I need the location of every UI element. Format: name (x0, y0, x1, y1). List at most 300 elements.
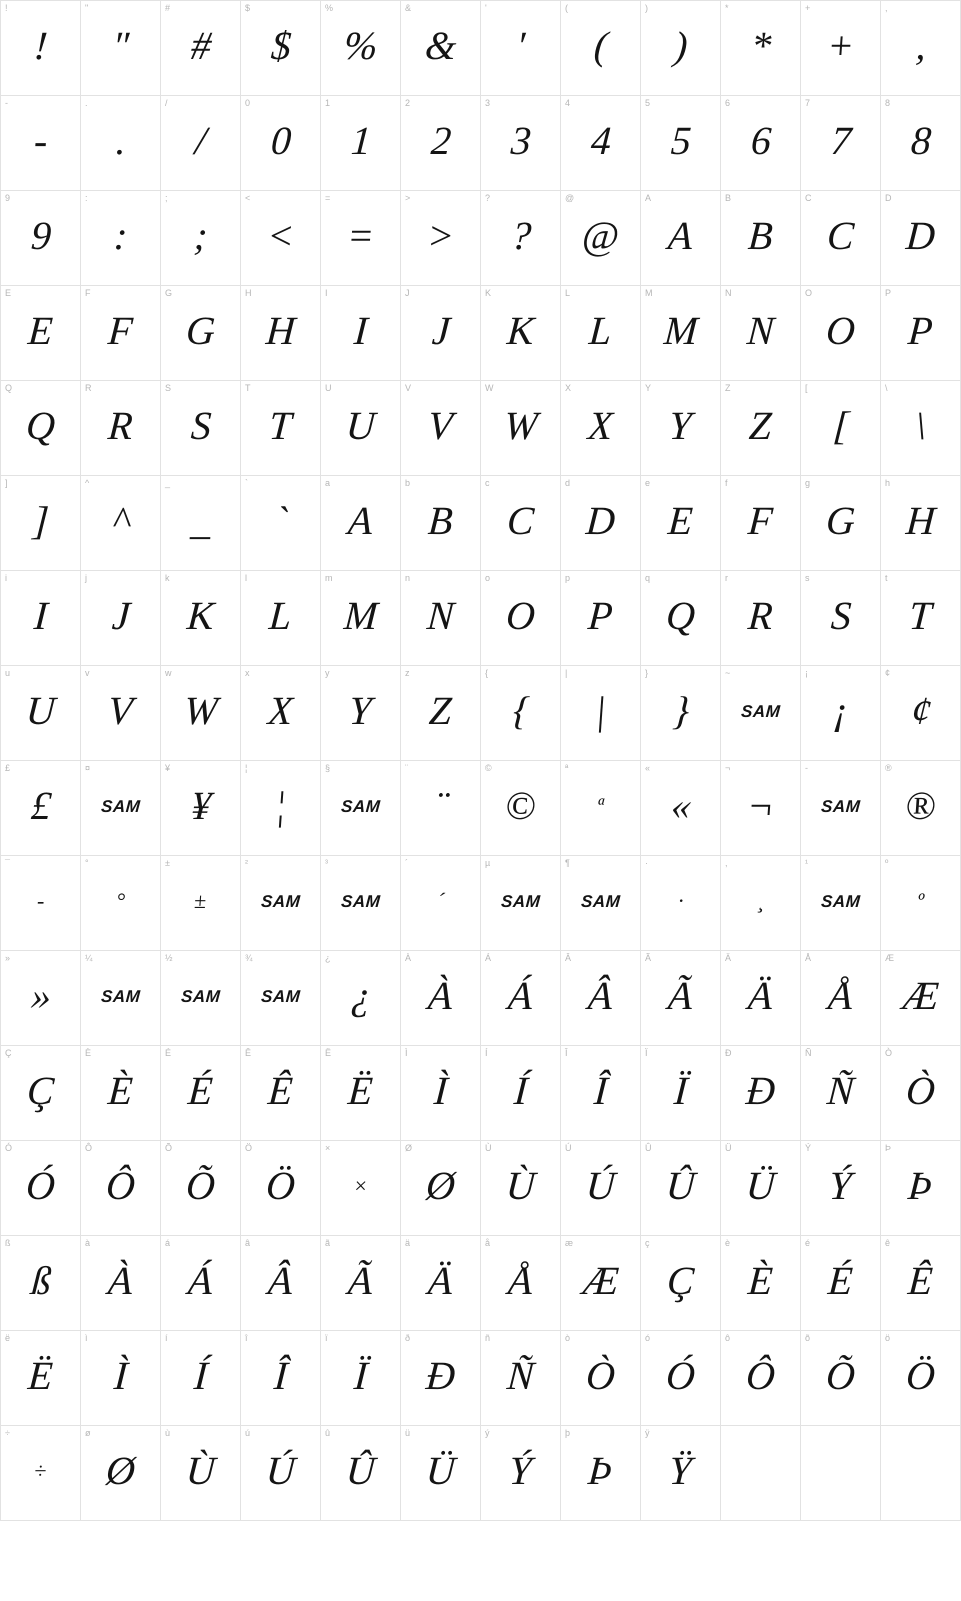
glyph-cell[interactable] (481, 571, 561, 666)
glyph-sample: ^ (110, 498, 131, 543)
glyph-sample: V (106, 688, 135, 733)
glyph-cell[interactable] (81, 1426, 161, 1521)
glyph-code-label: È (85, 1048, 92, 1058)
glyph-sample: Ê (266, 1068, 295, 1113)
glyph-cell[interactable] (721, 191, 801, 286)
glyph-sample: - (32, 118, 49, 163)
glyph-cell[interactable] (401, 761, 481, 856)
glyph-code-label: î (245, 1333, 248, 1343)
glyph-code-label: ì (85, 1333, 88, 1343)
glyph-cell[interactable] (321, 476, 401, 571)
glyph-code-label: 6 (725, 98, 731, 108)
glyph-cell[interactable] (881, 1331, 961, 1426)
glyph-cell[interactable] (801, 381, 881, 476)
glyph-cell[interactable] (481, 1141, 561, 1236)
glyph-cell[interactable] (401, 476, 481, 571)
glyph-cell[interactable] (1, 96, 81, 191)
glyph-sample: P (586, 593, 615, 638)
glyph-code-label: 7 (805, 98, 811, 108)
glyph-cell[interactable] (641, 856, 721, 951)
glyph-cell[interactable] (801, 1331, 881, 1426)
glyph-cell[interactable] (81, 1236, 161, 1331)
glyph-cell[interactable] (641, 96, 721, 191)
glyph-sample: Ö (264, 1163, 297, 1208)
glyph-sample: SAM (820, 891, 861, 911)
glyph-code-label: µ (485, 858, 491, 868)
glyph-cell[interactable] (561, 666, 641, 761)
glyph-sample: SAM (340, 796, 381, 816)
glyph-cell[interactable] (321, 571, 401, 666)
glyph-cell[interactable] (561, 476, 641, 571)
glyph-cell[interactable] (241, 856, 321, 951)
glyph-sample: R (106, 403, 135, 448)
glyph-sample: U (24, 688, 57, 733)
glyph-cell[interactable] (401, 96, 481, 191)
glyph-cell[interactable] (721, 1236, 801, 1331)
glyph-cell[interactable] (561, 1331, 641, 1426)
glyph-cell[interactable] (81, 856, 161, 951)
glyph-cell[interactable] (1, 1426, 81, 1521)
glyph-cell[interactable] (881, 571, 961, 666)
glyph-cell[interactable] (161, 476, 241, 571)
glyph-code-label: ð (405, 1333, 411, 1343)
glyph-cell[interactable] (241, 1046, 321, 1141)
glyph-sample: 9 (29, 213, 53, 258)
glyph-sample: Õ (824, 1353, 857, 1398)
glyph-cell[interactable] (161, 96, 241, 191)
glyph-cell[interactable] (641, 571, 721, 666)
glyph-cell[interactable] (561, 381, 641, 476)
glyph-sample: _ (189, 498, 213, 543)
glyph-cell[interactable] (641, 666, 721, 761)
glyph-cell[interactable] (801, 761, 881, 856)
glyph-code-label: k (165, 573, 170, 583)
glyph-cell[interactable] (401, 1236, 481, 1331)
glyph-cell[interactable] (481, 381, 561, 476)
glyph-cell[interactable] (321, 1426, 401, 1521)
glyph-code-label: ! (5, 3, 8, 13)
glyph-code-label: a (325, 478, 331, 488)
glyph-code-label: n (405, 573, 411, 583)
glyph-cell[interactable] (801, 571, 881, 666)
glyph-cell[interactable] (801, 856, 881, 951)
glyph-code-label: A (645, 193, 652, 203)
glyph-sample: É (826, 1258, 855, 1303)
glyph-cell[interactable] (321, 1236, 401, 1331)
glyph-cell[interactable] (641, 1331, 721, 1426)
glyph-cell[interactable] (1, 951, 81, 1046)
glyph-cell[interactable] (721, 1, 801, 96)
glyph-cell[interactable] (401, 666, 481, 761)
glyph-cell[interactable] (241, 1331, 321, 1426)
glyph-cell[interactable] (161, 191, 241, 286)
glyph-cell[interactable] (801, 1426, 881, 1521)
glyph-sample: A (666, 213, 695, 258)
glyph-sample: Ð (424, 1353, 457, 1398)
glyph-sample: 1 (349, 118, 373, 163)
glyph-cell[interactable] (161, 666, 241, 761)
glyph-cell[interactable] (401, 856, 481, 951)
glyph-code-label: Ï (645, 1048, 648, 1058)
glyph-cell[interactable] (881, 381, 961, 476)
glyph-cell[interactable] (1, 761, 81, 856)
glyph-cell[interactable] (1, 1141, 81, 1236)
glyph-cell[interactable] (241, 571, 321, 666)
glyph-cell[interactable] (801, 951, 881, 1046)
glyph-cell[interactable] (161, 571, 241, 666)
glyph-code-label: y (325, 668, 330, 678)
glyph-cell[interactable] (481, 1, 561, 96)
glyph-cell[interactable] (561, 951, 641, 1046)
glyph-code-label: å (485, 1238, 491, 1248)
glyph-sample: Þ (906, 1163, 935, 1208)
glyph-cell[interactable] (721, 1331, 801, 1426)
glyph-cell[interactable] (881, 1236, 961, 1331)
glyph-sample: = (345, 213, 376, 258)
glyph-code-label: & (405, 3, 412, 13)
glyph-cell[interactable] (241, 1236, 321, 1331)
glyph-cell[interactable] (721, 1046, 801, 1141)
glyph-cell[interactable] (481, 476, 561, 571)
glyph-cell[interactable] (801, 191, 881, 286)
glyph-cell[interactable] (161, 951, 241, 1046)
glyph-code-label: F (85, 288, 91, 298)
glyph-cell[interactable] (561, 191, 641, 286)
glyph-cell[interactable] (881, 951, 961, 1046)
glyph-cell[interactable] (401, 1141, 481, 1236)
glyph-cell[interactable] (721, 286, 801, 381)
glyph-code-label: % (325, 3, 334, 13)
glyph-cell[interactable] (1, 476, 81, 571)
glyph-sample: O (824, 308, 857, 353)
glyph-sample: Û (664, 1163, 697, 1208)
glyph-cell[interactable] (881, 666, 961, 761)
glyph-cell[interactable] (881, 761, 961, 856)
glyph-cell[interactable] (1, 856, 81, 951)
glyph-cell[interactable] (161, 1331, 241, 1426)
glyph-code-label: M (645, 288, 653, 298)
glyph-cell[interactable] (81, 1, 161, 96)
glyph-cell[interactable] (641, 1046, 721, 1141)
glyph-cell[interactable] (881, 96, 961, 191)
glyph-cell[interactable] (561, 1141, 641, 1236)
glyph-cell[interactable] (721, 666, 801, 761)
glyph-cell[interactable] (81, 286, 161, 381)
glyph-cell[interactable] (561, 856, 641, 951)
glyph-cell[interactable] (801, 1, 881, 96)
glyph-cell[interactable] (481, 761, 561, 856)
glyph-cell[interactable] (1, 381, 81, 476)
glyph-cell[interactable] (1, 571, 81, 666)
glyph-cell[interactable] (641, 191, 721, 286)
glyph-cell[interactable] (481, 191, 561, 286)
glyph-cell[interactable] (81, 666, 161, 761)
glyph-cell[interactable] (801, 1236, 881, 1331)
glyph-cell[interactable] (561, 761, 641, 856)
glyph-cell[interactable] (241, 1426, 321, 1521)
glyph-sample: Ê (906, 1258, 935, 1303)
glyph-sample: K (185, 593, 216, 638)
glyph-cell[interactable] (881, 1426, 961, 1521)
glyph-sample: Ô (744, 1353, 777, 1398)
glyph-cell[interactable] (161, 1426, 241, 1521)
glyph-sample: ª (596, 793, 605, 818)
glyph-cell[interactable] (241, 951, 321, 1046)
glyph-cell[interactable] (321, 856, 401, 951)
glyph-code-label: » (5, 953, 11, 963)
glyph-code-label: 2 (405, 98, 411, 108)
glyph-cell[interactable] (561, 286, 641, 381)
glyph-cell[interactable] (561, 1236, 641, 1331)
glyph-cell[interactable] (561, 96, 641, 191)
glyph-cell[interactable] (561, 1426, 641, 1521)
glyph-cell[interactable] (481, 1331, 561, 1426)
glyph-sample: Í (512, 1068, 529, 1113)
glyph-code-label: ñ (485, 1333, 491, 1343)
glyph-sample: P (906, 308, 935, 353)
glyph-cell[interactable] (161, 1141, 241, 1236)
glyph-sample: Ë (26, 1353, 55, 1398)
glyph-code-label: - (805, 763, 808, 773)
glyph-cell[interactable] (721, 1141, 801, 1236)
glyph-code-label: \ (885, 383, 888, 393)
glyph-cell[interactable] (81, 476, 161, 571)
glyph-cell[interactable] (321, 1331, 401, 1426)
glyph-sample: SAM (100, 986, 141, 1006)
glyph-cell[interactable] (81, 381, 161, 476)
glyph-code-label: _ (165, 478, 171, 488)
glyph-cell[interactable] (321, 951, 401, 1046)
glyph-cell[interactable] (401, 381, 481, 476)
glyph-cell[interactable] (81, 1331, 161, 1426)
glyph-cell[interactable] (241, 1141, 321, 1236)
glyph-code-label: . (85, 98, 88, 108)
glyph-cell[interactable] (801, 96, 881, 191)
glyph-cell[interactable] (401, 191, 481, 286)
glyph-cell[interactable] (481, 1426, 561, 1521)
glyph-cell[interactable] (241, 286, 321, 381)
glyph-sample: Ü (744, 1163, 777, 1208)
glyph-cell[interactable] (81, 96, 161, 191)
glyph-cell[interactable] (1, 286, 81, 381)
glyph-cell[interactable] (481, 666, 561, 761)
glyph-code-label: 3 (485, 98, 491, 108)
glyph-code-label: ² (245, 858, 248, 868)
glyph-code-label: Ë (325, 1048, 332, 1058)
glyph-code-label: ã (325, 1238, 331, 1248)
glyph-cell[interactable] (801, 476, 881, 571)
glyph-cell[interactable] (641, 1236, 721, 1331)
glyph-code-label: Ü (725, 1143, 732, 1153)
glyph-cell[interactable] (401, 1046, 481, 1141)
glyph-code-label: L (565, 288, 571, 298)
glyph-code-label: ; (165, 193, 168, 203)
glyph-cell[interactable] (481, 856, 561, 951)
glyph-code-label: T (245, 383, 251, 393)
glyph-cell[interactable] (1, 1046, 81, 1141)
glyph-code-label: ý (485, 1428, 490, 1438)
glyph-sample: Â (586, 973, 615, 1018)
glyph-cell[interactable] (161, 1046, 241, 1141)
glyph-cell[interactable] (881, 1, 961, 96)
glyph-cell[interactable] (401, 286, 481, 381)
glyph-code-label: Ì (405, 1048, 408, 1058)
glyph-sample: ? (509, 213, 533, 258)
glyph-sample: 7 (829, 118, 853, 163)
glyph-cell[interactable] (81, 191, 161, 286)
glyph-sample: Ý (507, 1448, 534, 1493)
glyph-code-label: r (725, 573, 728, 583)
glyph-cell[interactable] (561, 1, 641, 96)
glyph-cell[interactable] (801, 1046, 881, 1141)
glyph-sample: D (904, 213, 937, 258)
glyph-sample: Ä (426, 1258, 455, 1303)
glyph-code-label: | (565, 668, 568, 678)
glyph-cell[interactable] (321, 191, 401, 286)
glyph-sample: M (342, 593, 379, 638)
glyph-code-label: þ (565, 1428, 571, 1438)
glyph-cell[interactable] (321, 761, 401, 856)
glyph-cell[interactable] (401, 1426, 481, 1521)
glyph-cell[interactable] (481, 1046, 561, 1141)
glyph-cell[interactable] (881, 476, 961, 571)
glyph-sample: Ò (584, 1353, 617, 1398)
glyph-cell[interactable] (721, 476, 801, 571)
glyph-cell[interactable] (321, 1, 401, 96)
glyph-cell[interactable] (881, 856, 961, 951)
glyph-cell[interactable] (481, 951, 561, 1046)
glyph-cell[interactable] (721, 951, 801, 1046)
glyph-cell[interactable] (241, 476, 321, 571)
glyph-code-label: } (645, 668, 649, 678)
glyph-cell[interactable] (1, 191, 81, 286)
glyph-sample: C (825, 213, 856, 258)
glyph-cell[interactable] (721, 571, 801, 666)
glyph-cell[interactable] (641, 1426, 721, 1521)
glyph-cell[interactable] (321, 1141, 401, 1236)
glyph-cell[interactable] (721, 96, 801, 191)
glyph-cell[interactable] (161, 761, 241, 856)
glyph-code-label: ù (165, 1428, 171, 1438)
glyph-sample: Ç (665, 1258, 696, 1303)
glyph-cell[interactable] (401, 1331, 481, 1426)
glyph-cell[interactable] (81, 951, 161, 1046)
glyph-cell[interactable] (241, 1, 321, 96)
glyph-cell[interactable] (561, 1046, 641, 1141)
glyph-cell[interactable] (161, 1, 241, 96)
glyph-cell[interactable] (881, 1046, 961, 1141)
glyph-cell[interactable] (881, 191, 961, 286)
glyph-code-label: ¿ (325, 953, 331, 963)
glyph-code-label: ä (405, 1238, 411, 1248)
glyph-cell[interactable] (241, 666, 321, 761)
glyph-code-label: E (5, 288, 12, 298)
glyph-cell[interactable] (161, 856, 241, 951)
glyph-cell[interactable] (321, 666, 401, 761)
glyph-code-label: u (5, 668, 11, 678)
glyph-cell[interactable] (1, 666, 81, 761)
glyph-cell[interactable] (401, 951, 481, 1046)
glyph-cell[interactable] (401, 571, 481, 666)
glyph-sample: T (267, 403, 294, 448)
glyph-code-label: j (85, 573, 87, 583)
glyph-cell[interactable] (241, 381, 321, 476)
glyph-cell[interactable] (241, 191, 321, 286)
glyph-cell[interactable] (481, 286, 561, 381)
glyph-cell[interactable] (721, 761, 801, 856)
glyph-cell[interactable] (161, 286, 241, 381)
glyph-code-label: í (165, 1333, 168, 1343)
glyph-cell[interactable] (321, 1046, 401, 1141)
glyph-cell[interactable] (721, 1426, 801, 1521)
glyph-cell[interactable] (1, 1236, 81, 1331)
glyph-cell[interactable] (1, 1331, 81, 1426)
glyph-sample: > (425, 213, 456, 258)
glyph-cell[interactable] (641, 1, 721, 96)
glyph-cell[interactable] (321, 381, 401, 476)
glyph-sample: + (825, 23, 856, 68)
glyph-cell[interactable] (481, 1236, 561, 1331)
glyph-code-label: ÷ (5, 1428, 10, 1438)
glyph-cell[interactable] (81, 761, 161, 856)
glyph-sample: SAM (100, 796, 141, 816)
glyph-cell[interactable] (641, 951, 721, 1046)
glyph-sample: SAM (340, 891, 381, 911)
glyph-cell[interactable] (721, 381, 801, 476)
glyph-sample: F (106, 308, 135, 353)
glyph-sample: ¨ (432, 783, 449, 828)
glyph-cell[interactable] (161, 1236, 241, 1331)
glyph-cell[interactable] (161, 381, 241, 476)
glyph-sample: Ï (672, 1068, 689, 1113)
glyph-cell[interactable] (641, 761, 721, 856)
glyph-cell[interactable] (881, 1141, 961, 1236)
glyph-cell[interactable] (561, 571, 641, 666)
glyph-cell[interactable] (801, 286, 881, 381)
glyph-sample: ¬ (745, 783, 776, 828)
glyph-cell[interactable] (81, 1046, 161, 1141)
glyph-cell[interactable] (641, 381, 721, 476)
glyph-sample: ° (115, 888, 126, 913)
glyph-cell[interactable] (321, 96, 401, 191)
glyph-sample: Ä (746, 973, 775, 1018)
glyph-cell[interactable] (641, 476, 721, 571)
glyph-cell[interactable] (401, 1, 481, 96)
glyph-cell[interactable] (321, 286, 401, 381)
glyph-cell[interactable] (241, 96, 321, 191)
glyph-sample: $ (269, 23, 293, 68)
glyph-cell[interactable] (801, 1141, 881, 1236)
glyph-cell[interactable] (481, 96, 561, 191)
glyph-cell[interactable] (641, 1141, 721, 1236)
glyph-sample: ( (592, 23, 609, 68)
glyph-cell[interactable] (801, 666, 881, 761)
glyph-code-label: P (885, 288, 892, 298)
glyph-cell[interactable] (81, 571, 161, 666)
glyph-sample: ß (29, 1258, 53, 1303)
glyph-cell[interactable] (641, 286, 721, 381)
glyph-code-label: © (485, 763, 492, 773)
glyph-cell[interactable] (881, 286, 961, 381)
glyph-sample: » (29, 973, 53, 1018)
glyph-code-label: / (165, 98, 168, 108)
glyph-cell[interactable] (1, 1, 81, 96)
glyph-cell[interactable] (241, 761, 321, 856)
glyph-sample: { (511, 688, 531, 733)
glyph-code-label: ( (565, 3, 568, 13)
glyph-cell[interactable] (81, 1141, 161, 1236)
glyph-cell[interactable] (721, 856, 801, 951)
